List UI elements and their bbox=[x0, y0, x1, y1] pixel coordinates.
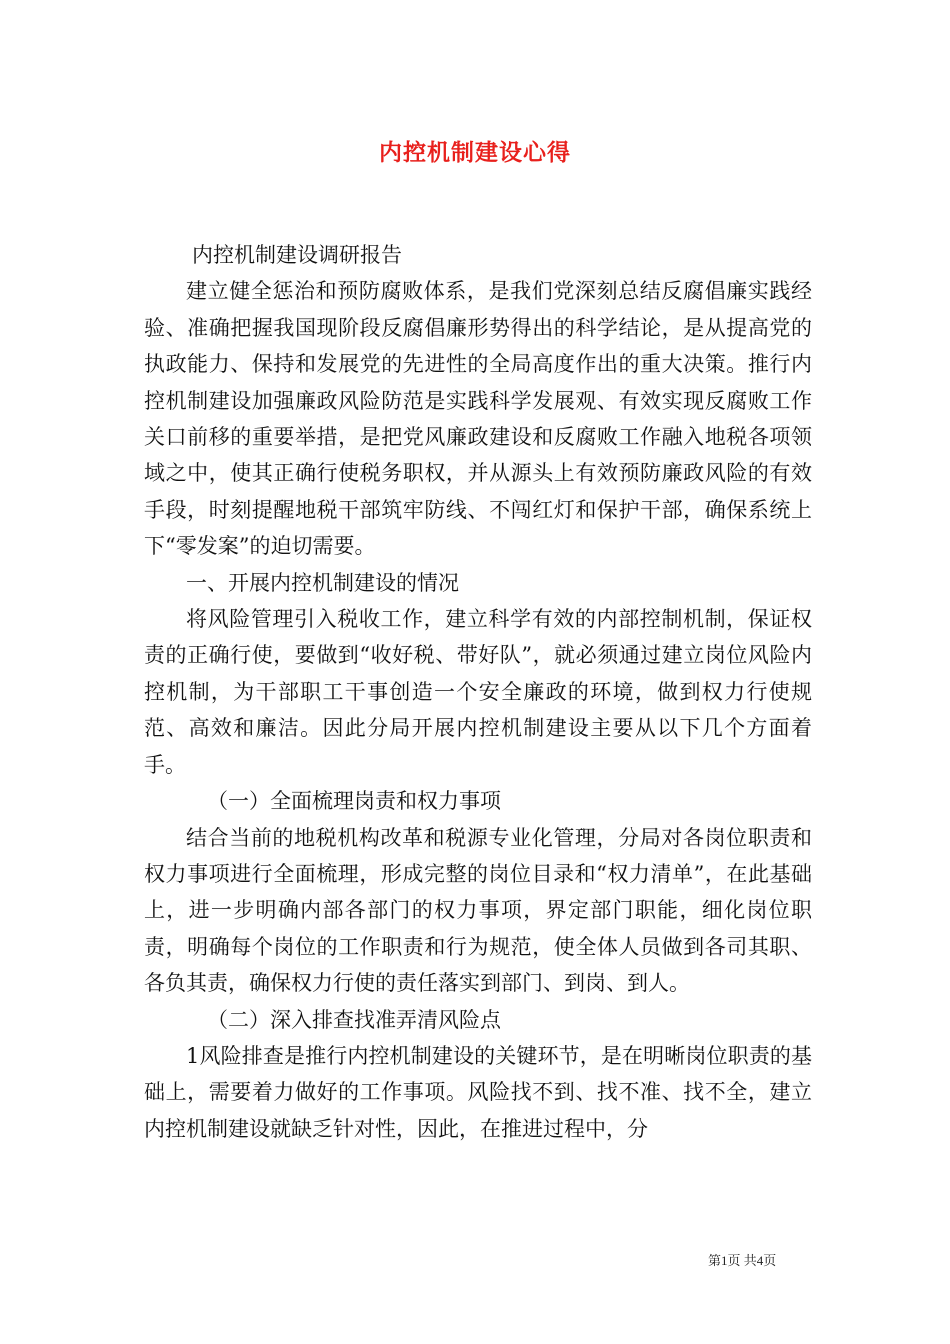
subsection-heading-2: （二）深入排查找准弄清风险点 bbox=[207, 1007, 501, 1032]
footer-current-page: 1 bbox=[721, 1253, 728, 1268]
section-heading-1: 一、开展内控机制建设的情况 bbox=[186, 570, 459, 595]
document-title: 内控机制建设心得 bbox=[379, 139, 571, 166]
footer-total-pages: 4 bbox=[756, 1253, 764, 1268]
report-subtitle: 内控机制建设调研报告 bbox=[192, 243, 402, 267]
paragraph-intro: 建立健全惩治和预防腐败体系，是我们党深刻总结反腐倡廉实践经验、准确把握我国现阶段反腐倡廉形势得出的科学结论，是从提高党的执政能力、保持和发展党的先进性的全局高度作出的重大决策。推行内控机制建设加强廉政风险防范是实践科学发展观、有效实现反腐败工作关口前移的重要举措，是把党风廉政建设和反腐败工作融入地税各项领域之中，使其正确行使税务职权，并从源头上有效预防廉政风险的有效手段，时刻提醒地税干部筑牢防线、不闯红灯和保护干部，确保系统上下“零发案”的迫切需要。 bbox=[144, 279, 812, 559]
footer-suffix: 页 bbox=[763, 1253, 777, 1268]
paragraph-section-1: 将风险管理引入税收工作，建立科学有效的内部控制机制，保证权责的正确行使，要做到“收好税、带好队”，就必须通过建立岗位风险内控机制，为干部职工干事创造一个安全廉政的环境，做到权力行使规范、高效和廉洁。因此分局开展内控机制建设主要从以下几个方面着手。 bbox=[144, 607, 812, 777]
subsection-heading-1: （一）全面梳理岗责和权力事项 bbox=[207, 789, 501, 814]
document-body bbox=[144, 237, 812, 1147]
footer-prefix: 第 bbox=[708, 1253, 722, 1268]
page-number-footer bbox=[708, 1250, 776, 1269]
footer-middle: 页 共 bbox=[727, 1253, 757, 1268]
paragraph-subsection-2: 1风险排查是推行内控机制建设的关键环节，是在明晰岗位职责的基础上，需要着力做好的工作事项。风险找不到、找不准、找不全，建立内控机制建设就缺乏针对性，因此，在推进过程中，分 bbox=[144, 1043, 812, 1141]
paragraph-subsection-1: 结合当前的地税机构改革和税源专业化管理，分局对各岗位职责和权力事项进行全面梳理，形成完整的岗位目录和“权力清单”，在此基础上，进一步明确内部各部门的权力事项，界定部门职能，细化岗位职责，明确每个岗位的工作职责和行为规范，使全体人员做到各司其职、各负其责，确保权力行使的责任落实到部门、到岗、到人。 bbox=[144, 825, 812, 996]
